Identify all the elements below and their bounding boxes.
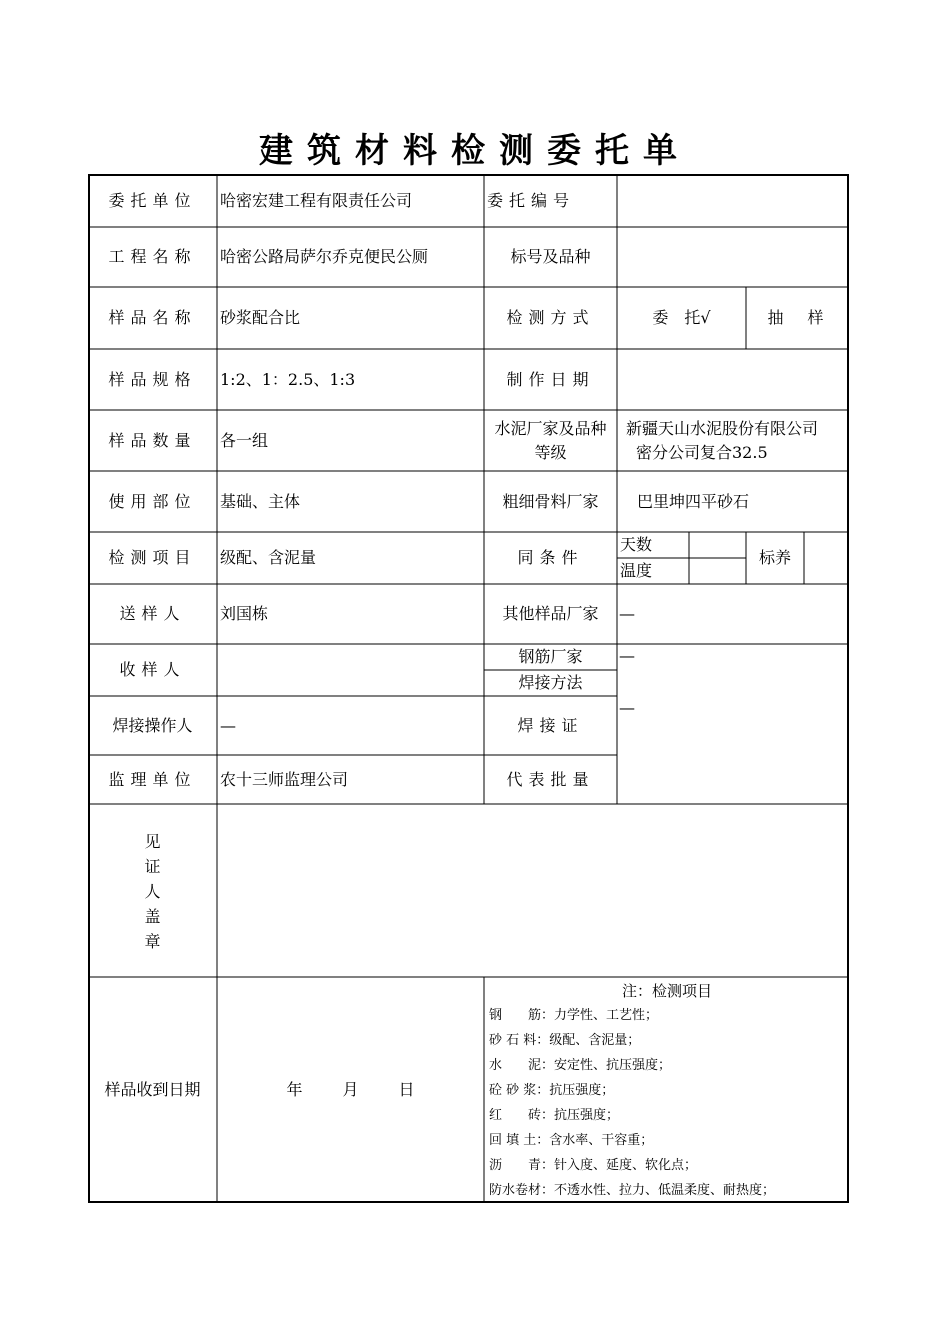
cement-maker-value [617,410,849,471]
cement-maker-label-line1: 水泥厂家及品种 [494,418,607,438]
welder-value: — [220,715,236,735]
std-cure-value[interactable] [804,532,849,584]
aggregate-maker-label: 粗细骨料厂家 [502,491,599,511]
received-date-label: 样品收到日期 [104,1080,201,1099]
witness-seal-area[interactable] [217,804,849,977]
cement-maker-label [484,410,617,471]
note-value: 抗压强度； [549,1083,615,1098]
sample-qty-label: 样品数量 [108,430,197,450]
batch-value[interactable] [617,755,849,804]
other-maker-value: — [619,604,635,623]
received-date-value[interactable] [217,977,484,1203]
temp-value[interactable] [689,558,746,584]
temp-label: 温度 [620,561,653,580]
note-line [487,1078,847,1103]
same-condition-label: 同条件 [517,548,584,567]
cement-maker-value-line2: 密分公司复合32.5 [636,442,768,462]
witness-char: 章 [144,932,161,951]
note-key: 回 填 土： [489,1133,550,1148]
client-unit-label: 委托单位 [108,190,197,210]
notes-heading: 注：检测项目 [621,982,712,1000]
made-date-value[interactable] [617,349,849,410]
cement-maker-value-line1: 新疆天山水泥股份有限公司 [626,418,819,438]
sample-spec-value: 1:2、1：2.5、1:3 [220,369,356,389]
sample-qty-value: 各一组 [220,430,269,450]
note-value: 不透水性、拉力、低温柔度、耐热度； [554,1183,776,1198]
note-value: 含水率、干容重； [549,1133,654,1148]
receiver-value[interactable] [217,644,484,696]
project-name-value: 哈密公路局萨尔乔克便民公厕 [220,247,429,266]
rebar-maker-value: — [619,646,635,665]
use-part-label: 使用部位 [108,491,197,511]
rebar-maker-label: 钢筋厂家 [518,647,583,666]
note-line [487,1178,847,1203]
days-value[interactable] [689,532,746,558]
note-key: 沥 青： [489,1158,555,1173]
sample-name-label: 样品名称 [108,308,197,327]
sample-name-value: 砂浆配合比 [220,308,301,327]
note-line [487,1053,847,1078]
project-name-label: 工程名称 [108,247,197,266]
receiver-label: 收样人 [119,660,186,679]
test-method-label: 检测方式 [506,308,595,327]
grade-variety-value[interactable] [617,227,849,287]
note-line [487,1128,847,1153]
note-key: 防水卷材： [489,1183,555,1198]
test-items-notes [487,979,847,1203]
supervisor-value: 农十三师监理公司 [220,769,349,789]
note-key: 红 砖： [489,1108,555,1123]
note-value: 安定性、抗压强度； [554,1058,672,1073]
note-line [487,1103,847,1128]
witness-char: 人 [144,882,161,901]
day-label: 日 [398,1080,415,1099]
witness-seal-label [88,829,217,954]
aggregate-maker-value: 巴里坤四平砂石 [637,491,750,511]
weld-method-value[interactable] [617,670,849,696]
test-method-sampling-option[interactable]: 抽 样 [767,308,828,327]
note-value: 级配、含泥量； [549,1033,641,1048]
test-method-commission-option[interactable]: 委 托√ [652,308,711,327]
page-title: 建筑材料检测委托单 [259,131,691,171]
commission-no-label: 委托编号 [487,190,576,210]
std-cure-label: 标养 [758,548,791,567]
sample-spec-label: 样品规格 [108,369,197,389]
note-key: 砼 砂 浆： [489,1083,550,1098]
note-key: 钢 筋： [489,1008,555,1023]
note-value: 力学性、工艺性； [554,1008,659,1023]
note-value: 针入度、延度、软化点； [554,1158,698,1173]
commission-no-value[interactable] [617,174,849,227]
use-part-value: 基础、主体 [220,491,301,511]
test-items-value: 级配、含泥量 [220,548,317,567]
month-label: 月 [342,1080,359,1099]
client-unit-value: 哈密宏建工程有限责任公司 [220,190,413,210]
note-key: 水 泥： [489,1058,555,1073]
other-maker-label: 其他样品厂家 [502,604,599,623]
weld-cert-label: 焊接证 [517,715,584,735]
note-key: 砂 石 料： [489,1033,550,1048]
sender-label: 送样人 [119,604,186,623]
note-line [487,1153,847,1178]
year-label: 年 [286,1080,303,1099]
grade-variety-label: 标号及品种 [510,247,591,266]
witness-char: 盖 [144,907,161,926]
test-items-label: 检测项目 [108,548,197,567]
supervisor-label: 监理单位 [108,769,197,789]
note-line [487,1028,847,1053]
note-value: 抗压强度； [554,1108,620,1123]
note-line [487,1003,847,1028]
sender-value: 刘国栋 [220,604,269,623]
welder-label: 焊接操作人 [112,715,193,735]
batch-label: 代表批量 [506,769,595,789]
days-label: 天数 [620,535,653,554]
commission-form [88,174,849,1203]
made-date-label: 制作日期 [506,369,595,389]
witness-char: 见 [144,832,161,851]
cement-maker-label-line2: 等级 [534,442,567,462]
weld-cert-value: — [619,698,635,717]
weld-method-label: 焊接方法 [518,673,583,692]
witness-char: 证 [144,857,161,876]
